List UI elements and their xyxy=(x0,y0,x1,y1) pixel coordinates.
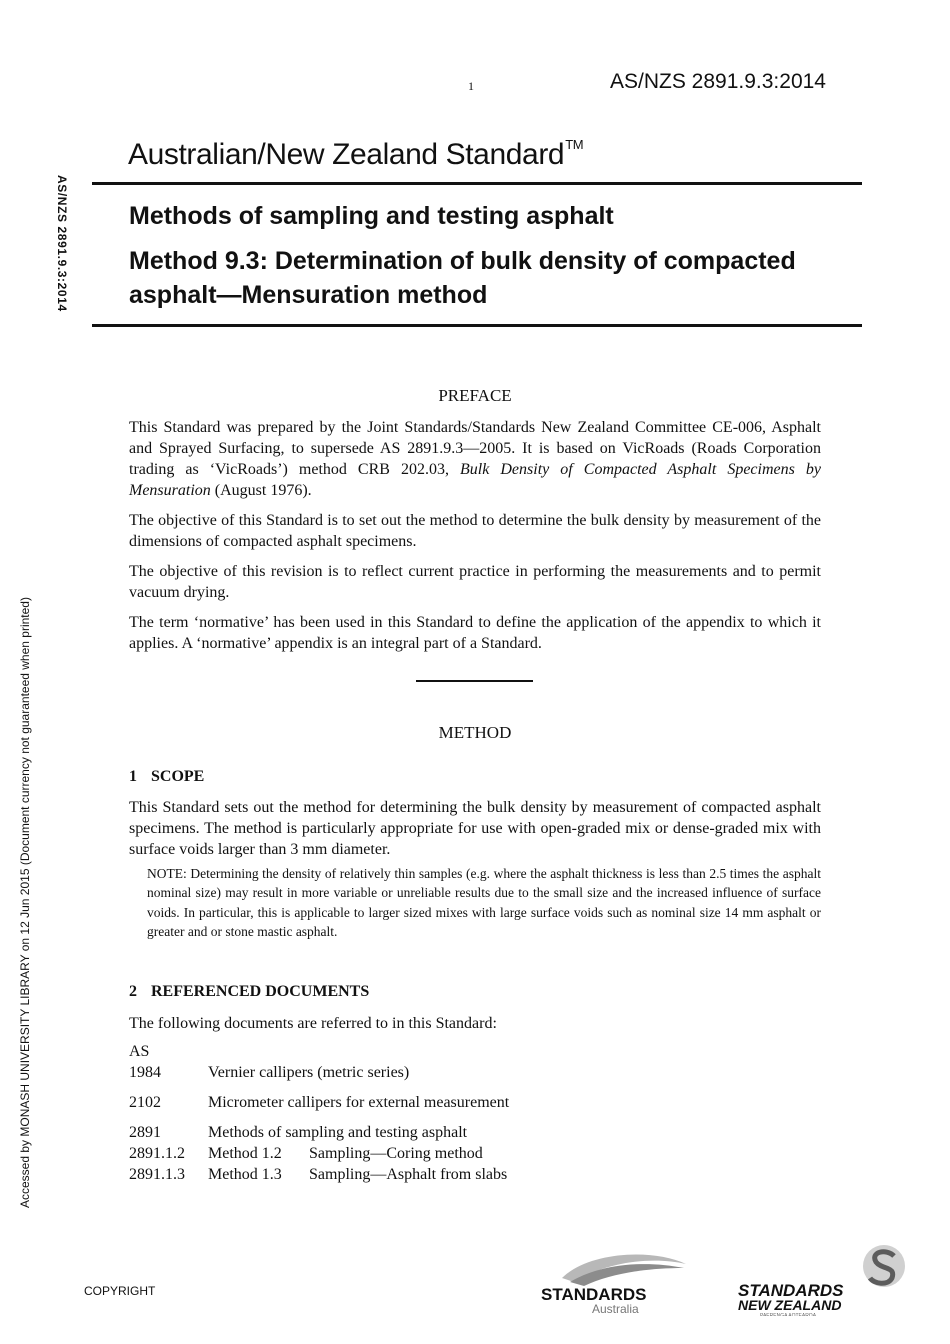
preface-paragraph: The term ‘normative’ has been used in this Standard to define the application of the appendix to which it applies. A ‘normative’ appendix is an integral part of a Standard. xyxy=(129,614,821,652)
reference-code: 1984 xyxy=(129,1064,161,1081)
scope-note: NOTE: Determining the density of relatively thin samples (e.g. where the asphalt thickness is less than 2.5 times the asphalt nominal size) may result in more variable or unreliable results due to the small size and the increased influence of surface voids. In particular, this is applicable to larger sized mixes with large surface voids such as nominal size 14 mm asphalt or greater and or stone mastic asphalt. xyxy=(147,866,821,940)
references-heading xyxy=(129,983,369,1001)
copyright-label: COPYRIGHT xyxy=(84,1284,156,1298)
reference-row xyxy=(129,1064,409,1082)
reference-title: Sampling—Coring method xyxy=(309,1145,483,1162)
scope-heading xyxy=(129,768,204,786)
section-divider xyxy=(416,680,533,682)
reference-title: Micrometer callipers for external measurement xyxy=(208,1094,510,1111)
reference-row xyxy=(129,1124,467,1142)
references-group-label: AS xyxy=(129,1043,150,1060)
preface-paragraph xyxy=(129,417,821,501)
clause-number: 1 xyxy=(129,768,137,785)
reference-code: 2891.1.3 xyxy=(129,1166,185,1183)
page-number: 1 xyxy=(468,79,474,93)
scope-body: This Standard sets out the method for determining the bulk density by measurement of compacted asphalt specimens. The method is particularly appropriate for use with open-graded mix or dense-graded mix with surface voids larger than 3 mm diameter. xyxy=(129,799,821,858)
preface-paragraph: The objective of this revision is to reflect current practice in performing the measurements and to permit vacuum drying. xyxy=(129,563,821,601)
logo-snz-sub-text: PAERENGA AOTEAROA xyxy=(760,1313,817,1316)
standard-type xyxy=(128,137,583,172)
document-title: Methods of sampling and testing asphalt xyxy=(129,202,614,230)
preface-cited-title: Bulk Density of Compacted Asphalt Specimens by Mensuration xyxy=(129,461,821,499)
title-rule-top xyxy=(92,182,862,185)
preface-paragraph: The objective of this Standard is to set out the method to determine the bulk density by measurement of the dimensions of compacted asphalt specimens. xyxy=(129,512,821,550)
clause-title: SCOPE xyxy=(151,768,205,785)
side-standard-id: AS/NZS 2891.9.3:2014 xyxy=(55,175,69,312)
references-intro: The following documents are referred to in this Standard: xyxy=(129,1015,497,1032)
reference-row xyxy=(129,1166,507,1184)
access-note: Accessed by MONASH UNIVERSITY LIBRARY on 12 Jun 2015 (Document currency not guaranteed when printed) xyxy=(18,597,32,1208)
method-heading: METHOD xyxy=(438,723,512,742)
clause-number: 2 xyxy=(129,983,137,1000)
standard-id: AS/NZS 2891.9.3:2014 xyxy=(610,70,826,93)
logo-sa-sub-text: Australia xyxy=(592,1302,639,1316)
reference-code: 2891.1.2 xyxy=(129,1145,185,1162)
standards-new-zealand-logo xyxy=(736,1240,906,1316)
logo-sa-main-text: STANDARDS xyxy=(541,1285,647,1304)
logo-snz-line2-text: NEW ZEALAND xyxy=(738,1297,842,1313)
clause-title: REFERENCED DOCUMENTS xyxy=(151,983,370,1000)
method-title: Method 9.3: Determination of bulk density of compacted asphalt—Mensuration method xyxy=(129,247,796,309)
standards-australia-logo xyxy=(540,1248,690,1316)
title-rule-bottom xyxy=(92,324,862,327)
reference-method: Method 1.2 xyxy=(208,1145,282,1162)
reference-title: Methods of sampling and testing asphalt xyxy=(208,1124,468,1141)
preface-heading: PREFACE xyxy=(438,386,512,405)
reference-title: Sampling—Asphalt from slabs xyxy=(309,1166,508,1183)
standard-type-text: Australian/New Zealand Standard xyxy=(128,138,565,171)
logo-snz-main-text: STANDARDS xyxy=(738,1281,844,1300)
reference-row xyxy=(129,1145,483,1163)
preface-p1-text: This Standard was prepared by the Joint Standards/Standards New Zealand Committee CE-006, Asphalt and Sprayed Surfacing, to supersede AS 2891.9.3—2005. It is based on VicRoads (Roads Corporation trading as ‘VicRoads’) method CRB 202.03, xyxy=(129,419,821,478)
reference-method: Method 1.3 xyxy=(208,1166,282,1183)
reference-code: 2102 xyxy=(129,1094,161,1111)
preface-body xyxy=(129,417,821,663)
reference-row xyxy=(129,1094,509,1112)
preface-p1-end: (August 1976). xyxy=(210,482,312,499)
reference-code: 2891 xyxy=(129,1124,161,1141)
trademark-mark: TM xyxy=(565,137,584,152)
reference-title: Vernier callipers (metric series) xyxy=(208,1064,410,1081)
